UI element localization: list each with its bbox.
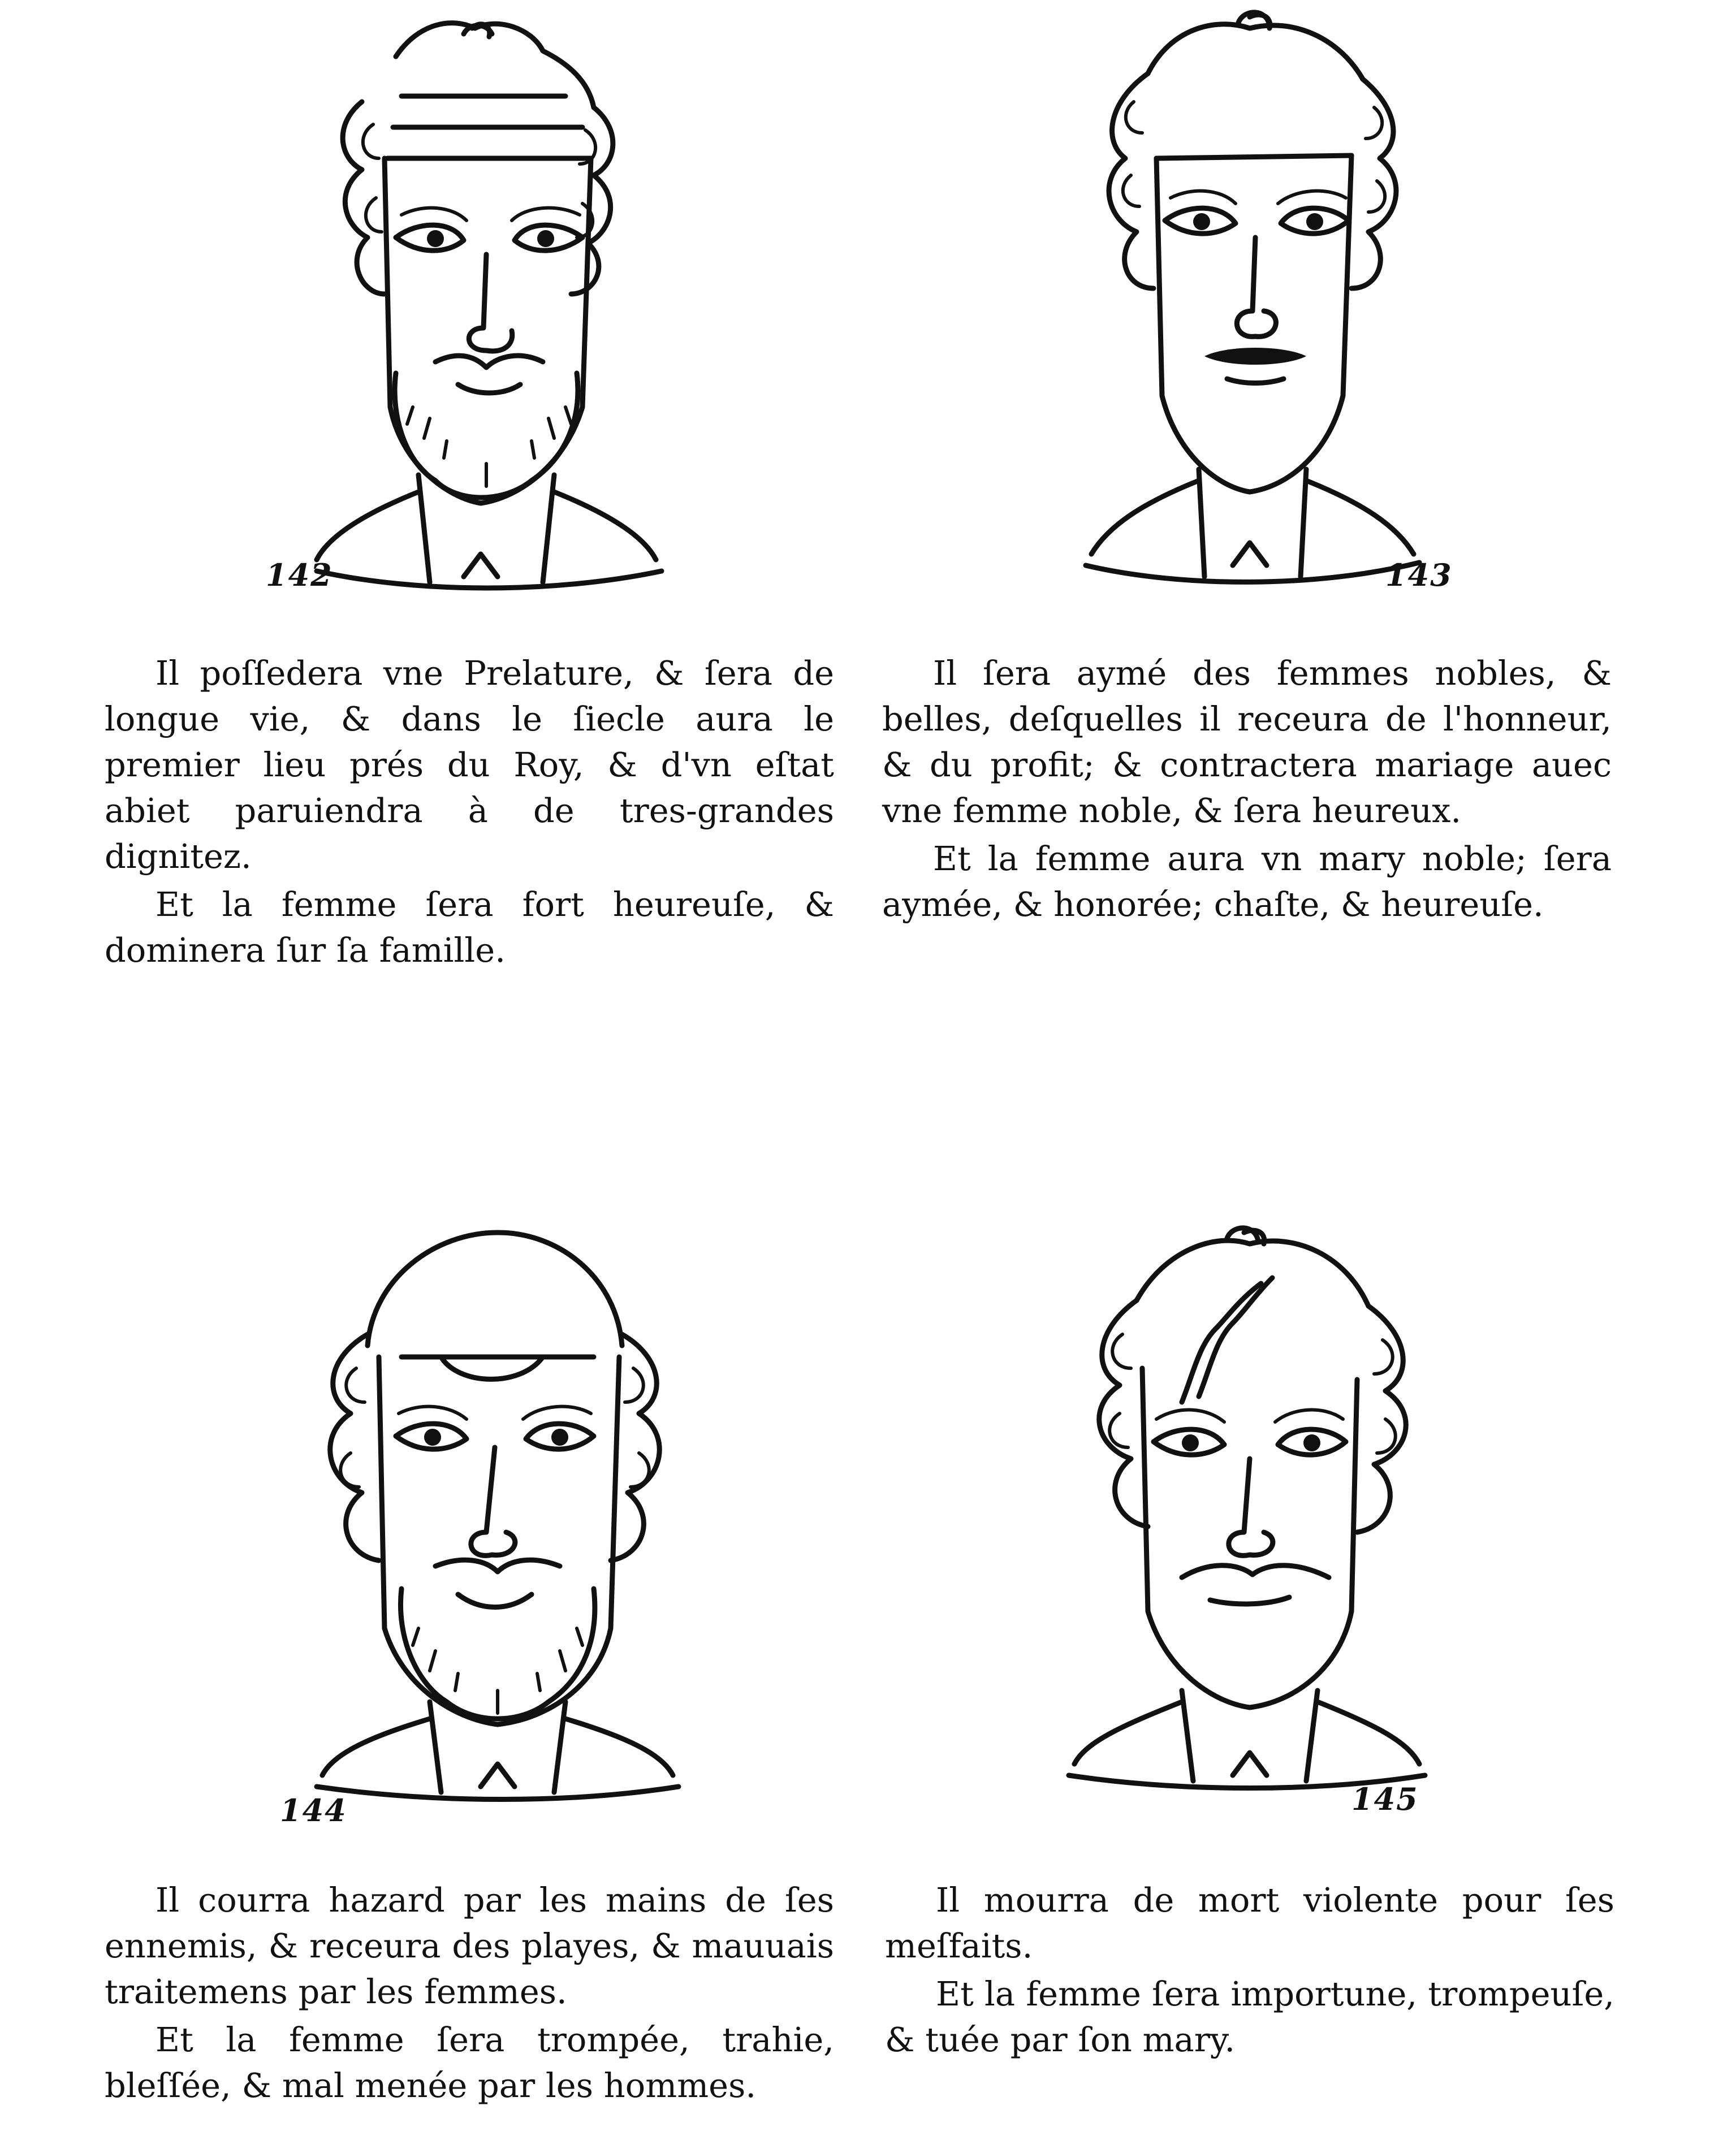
caption-142-paragraph-2: Et la femme ſera fort heureuſe, & dominera ſur ſa famille. (105, 885, 834, 970)
figure-number-145: 145 (1351, 1781, 1419, 1817)
face-illustration-143 (1012, 6, 1476, 588)
caption-145 (885, 1877, 1614, 2063)
caption-144-paragraph-1: Il courra hazard par les mains de ſes ennemis, & receura des playes, & mauuais traitemens par les femmes. (105, 1880, 834, 2011)
face-illustration-142 (249, 11, 712, 594)
face-illustration-145 (1012, 1216, 1476, 1798)
caption-143-paragraph-1: Il ſera aymé des femmes nobles, & belles, deſquelles il receura de l'honneur, & du profit; & contractera mariage auec vne femme noble, & ſera heureux. (882, 654, 1612, 830)
face-illustration-144 (266, 1221, 729, 1804)
figure-number-144: 144 (280, 1792, 347, 1828)
caption-145-paragraph-1: Il mourra de mort violente pour ſes meſfaits. (885, 1880, 1614, 1965)
figure-number-143: 143 (1385, 557, 1453, 593)
caption-144 (105, 1877, 834, 2108)
caption-144-paragraph-2: Et la femme ſera trompée, trahie, bleſſée, & mal menée par les hommes. (105, 2020, 834, 2105)
caption-145-paragraph-2: Et la femme ſera importune, trompeuſe, & tuée par ſon mary. (885, 1974, 1614, 2059)
caption-142-paragraph-1: Il poſſedera vne Prelature, & ſera de longue vie, & dans le ſiecle aura le premier lieu prés du Roy, & d'vn eſtat abiet paruiendra à de tres-grandes dignitez. (105, 654, 834, 876)
caption-143 (882, 650, 1612, 927)
figure-number-142: 142 (266, 557, 333, 593)
caption-142 (105, 650, 834, 973)
caption-143-paragraph-2: Et la femme aura vn mary noble; ſera aymée, & honorée; chaſte, & heureuſe. (882, 839, 1612, 924)
